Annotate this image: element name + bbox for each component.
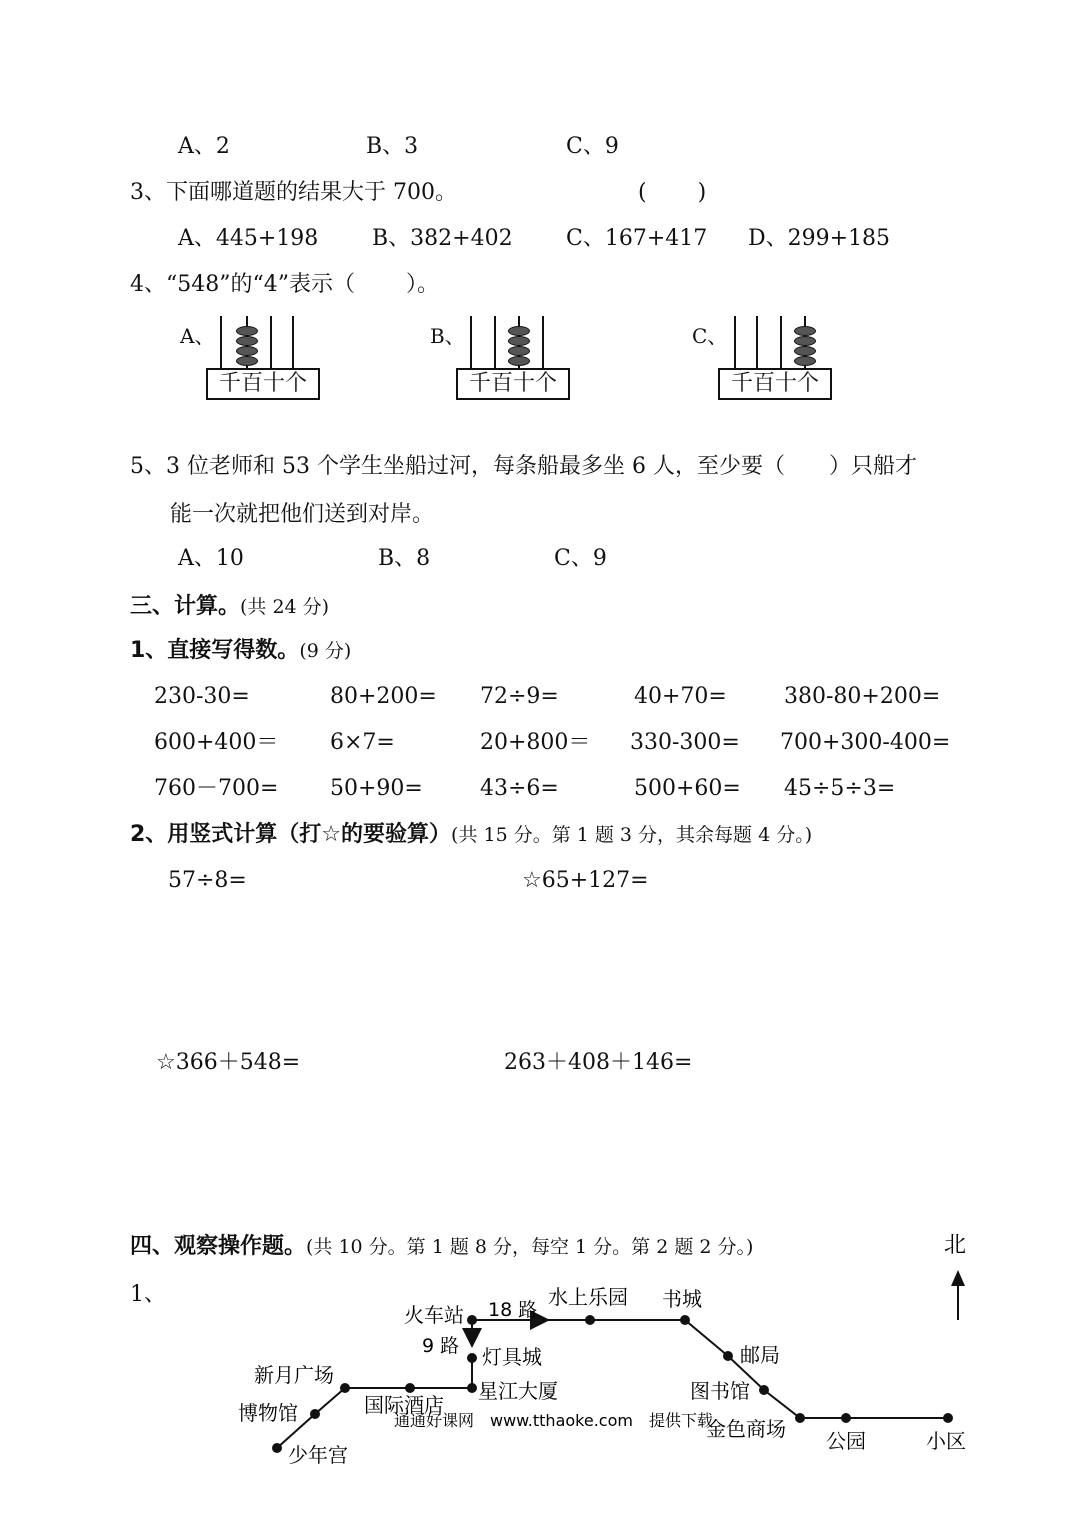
mental-math-item: 330-300= — [630, 730, 740, 755]
s3q1-title: 1、直接写得数。 — [130, 638, 300, 663]
stop-label: 火车站 — [404, 1303, 464, 1327]
stop-label: 小区 — [926, 1429, 966, 1453]
q4-stem: 4、“548”的“4”表示（ ）。 — [130, 272, 439, 297]
q5-stem-line1: 5、3 位老师和 53 个学生坐船过河，每条船最多坐 6 人，至少要（ ）只船才 — [130, 454, 917, 479]
q5-option-a: A、10 — [178, 546, 244, 571]
q3-answer-blank[interactable]: ( ) — [638, 180, 707, 205]
stop-dot — [405, 1383, 415, 1393]
mental-math-item: 45÷5÷3= — [784, 776, 896, 801]
abacus-option-label: B、 — [430, 324, 465, 348]
q3-option-d: D、299+185 — [748, 226, 891, 251]
stop-dot — [585, 1315, 595, 1325]
stop-dot — [467, 1315, 477, 1325]
vertical-calc-item: ☆366＋548= — [156, 1050, 301, 1075]
stop-label: 博物馆 — [238, 1401, 298, 1425]
section3-points: (共 24 分) — [240, 596, 330, 618]
watermark: 通通好课网 www.tthaoke.com 提供下载 — [394, 1411, 713, 1430]
mental-math-item: 500+60= — [634, 776, 741, 801]
stop-dot — [467, 1353, 477, 1363]
vertical-calc-item: 57÷8= — [168, 868, 247, 893]
map-item-number: 1、 — [130, 1282, 166, 1307]
q3-option-b: B、382+402 — [372, 226, 513, 251]
north-label: 北 — [944, 1233, 967, 1258]
stop-label: 邮局 — [740, 1343, 780, 1367]
q3-stem: 3、下面哪道题的结果大于 700。 — [130, 180, 457, 205]
stop-label: 灯具城 — [482, 1345, 542, 1369]
place-value-label: 千百十个 — [206, 368, 320, 400]
stop-dot — [467, 1383, 477, 1393]
stop-label: 金色商场 — [706, 1417, 786, 1441]
mental-math-item: 43÷6= — [480, 776, 559, 801]
q2-option-a: A、2 — [178, 134, 230, 159]
stop-label: 图书馆 — [690, 1379, 750, 1403]
stop-dot — [340, 1383, 350, 1393]
mental-math-item: 380-80+200= — [784, 684, 941, 709]
stop-label: 新月广场 — [254, 1363, 334, 1387]
place-value-label: 千百十个 — [456, 368, 570, 400]
section4-points: (共 10 分。第 1 题 8 分，每空 1 分。第 2 题 2 分。) — [306, 1236, 754, 1258]
mental-math-item: 80+200= — [330, 684, 437, 709]
section4-title: 四、观察操作题。 — [130, 1234, 307, 1259]
stop-label: 公园 — [826, 1429, 866, 1453]
vertical-calc-item: ☆65+127= — [522, 868, 649, 893]
stop-label: 少年宫 — [288, 1443, 348, 1467]
mental-math-item: 600+400＝ — [154, 730, 279, 755]
mental-math-item: 230-30= — [154, 684, 250, 709]
route-9-label: 9 路 — [422, 1335, 460, 1357]
mental-math-item: 700+300-400= — [780, 730, 951, 755]
north-arrow-icon — [951, 1270, 965, 1320]
vertical-calc-item: 263＋408＋146= — [504, 1050, 693, 1075]
s3q2-title: 2、用竖式计算（打☆的要验算） — [130, 822, 452, 847]
mental-math-item: 50+90= — [330, 776, 423, 801]
mental-math-item: 40+70= — [634, 684, 727, 709]
mental-math-item: 72÷9= — [480, 684, 559, 709]
stop-dot — [723, 1351, 733, 1361]
q5-option-b: B、8 — [378, 546, 431, 571]
stop-dot — [680, 1315, 690, 1325]
s3q1-points: (9 分) — [299, 640, 352, 662]
abacus-option-label: C、 — [692, 324, 728, 348]
route-18-label: 18 路 — [488, 1299, 538, 1321]
stop-label: 书城 — [662, 1287, 702, 1311]
stop-label: 星江大厦 — [478, 1379, 558, 1403]
section3-title: 三、计算。 — [130, 594, 241, 619]
stop-dot — [759, 1385, 769, 1395]
q5-stem-line2: 能一次就把他们送到对岸。 — [170, 502, 435, 527]
stop-dot — [943, 1413, 953, 1423]
mental-math-item: 6×7= — [330, 730, 395, 755]
mental-math-item: 760－700= — [154, 776, 279, 801]
q2-option-b: B、3 — [366, 134, 419, 159]
stop-dot — [272, 1443, 282, 1453]
place-value-label: 千百十个 — [718, 368, 832, 400]
q3-option-c: C、167+417 — [566, 226, 708, 251]
abacus-option-label: A、 — [180, 324, 215, 348]
q5-option-c: C、9 — [554, 546, 607, 571]
stop-dot — [795, 1413, 805, 1423]
s3q2-points: (共 15 分。第 1 题 3 分，其余每题 4 分。) — [451, 824, 813, 846]
stop-dot — [310, 1409, 320, 1419]
mental-math-item: 20+800＝ — [480, 730, 591, 755]
stop-label: 国际酒店 — [364, 1393, 444, 1417]
q2-option-c: C、9 — [566, 134, 619, 159]
stop-dot — [841, 1413, 851, 1423]
stop-label: 水上乐园 — [548, 1285, 628, 1309]
q3-option-a: A、445+198 — [178, 226, 319, 251]
